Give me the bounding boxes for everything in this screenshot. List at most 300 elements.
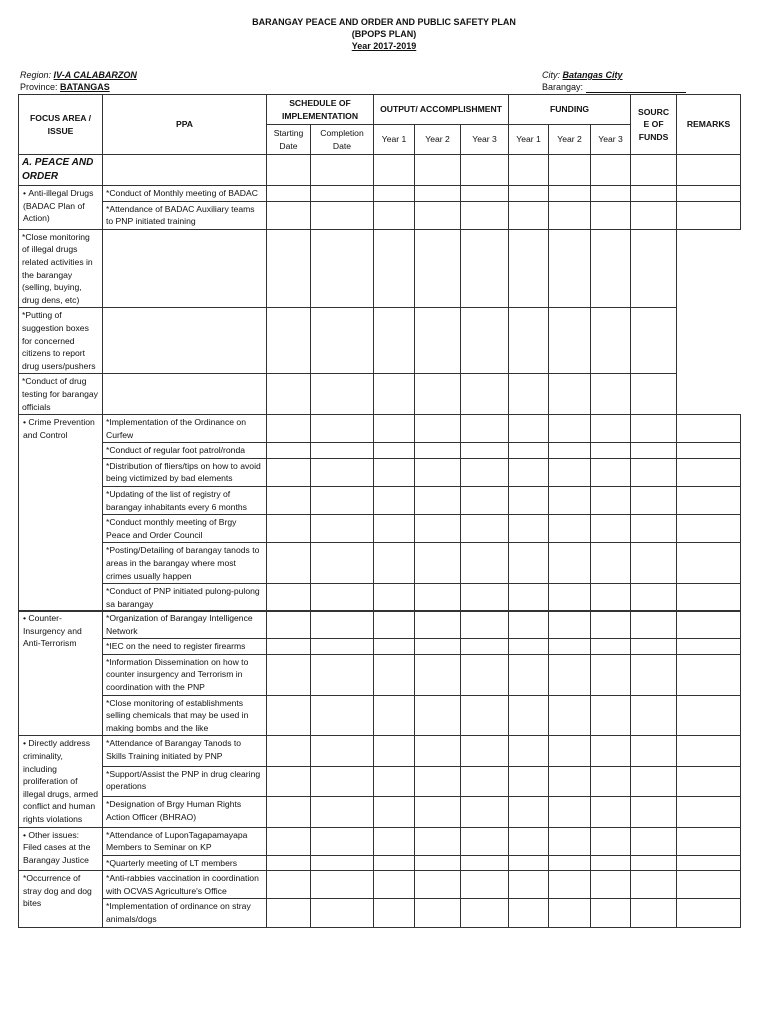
empty-cell xyxy=(267,899,311,927)
empty-cell xyxy=(103,308,267,374)
table-row xyxy=(19,797,741,827)
empty-cell xyxy=(415,871,461,899)
empty-cell xyxy=(374,899,415,927)
province-label: Province: xyxy=(20,82,58,92)
empty-cell xyxy=(461,871,509,899)
ppa-cell: *Conduct of regular foot patrol/ronda xyxy=(103,443,267,459)
empty-cell xyxy=(591,443,631,459)
empty-cell xyxy=(509,736,549,766)
empty-cell xyxy=(461,899,509,927)
empty-cell xyxy=(415,515,461,543)
empty-cell xyxy=(461,855,509,871)
col-schedule: SCHEDULE OF IMPLEMENTATION xyxy=(267,95,374,125)
barangay-label: Barangay: xyxy=(542,82,584,92)
empty-cell xyxy=(591,487,631,515)
empty-cell xyxy=(374,229,415,308)
empty-cell xyxy=(311,229,374,308)
focus-area-cell: • Directly address criminality, including proliferation of illegal drugs, armed conflict and human rights violations xyxy=(19,736,103,827)
empty-cell xyxy=(631,827,677,855)
empty-cell xyxy=(591,766,631,796)
empty-cell xyxy=(549,654,591,695)
empty-cell xyxy=(267,736,311,766)
empty-cell xyxy=(267,458,311,486)
empty-cell xyxy=(311,186,374,202)
empty-cell xyxy=(509,458,549,486)
empty-cell xyxy=(631,639,677,655)
empty-cell xyxy=(374,736,415,766)
empty-cell xyxy=(631,797,677,827)
empty-cell xyxy=(311,308,374,374)
empty-cell xyxy=(267,639,311,655)
empty-cell xyxy=(374,611,415,639)
empty-cell xyxy=(267,827,311,855)
empty-cell xyxy=(549,855,591,871)
empty-cell xyxy=(267,229,311,308)
empty-cell xyxy=(549,515,591,543)
city-label: City: xyxy=(542,70,560,80)
empty-cell xyxy=(374,871,415,899)
empty-cell xyxy=(631,374,677,415)
empty-cell xyxy=(415,611,461,639)
empty-cell xyxy=(549,201,591,229)
empty-cell xyxy=(311,374,374,415)
ppa-cell: *Information Dissemination on how to counter insurgency and Terrorism in coordination with the PNP xyxy=(103,654,267,695)
empty-cell xyxy=(549,611,591,639)
empty-cell xyxy=(509,487,549,515)
empty-cell xyxy=(631,308,677,374)
empty-cell xyxy=(677,827,741,855)
empty-cell xyxy=(631,201,677,229)
empty-cell xyxy=(677,766,741,796)
table-row xyxy=(19,584,741,612)
empty-cell xyxy=(591,515,631,543)
empty-cell xyxy=(631,543,677,584)
table-row xyxy=(19,695,741,736)
empty-cell xyxy=(461,611,509,639)
empty-cell xyxy=(311,871,374,899)
empty-cell xyxy=(311,855,374,871)
empty-cell xyxy=(591,736,631,766)
bpops-table-page-2 xyxy=(18,610,741,928)
empty-cell xyxy=(549,374,591,415)
empty-cell xyxy=(415,695,461,736)
empty-cell xyxy=(415,201,461,229)
col-funding-year-3: Year 3 xyxy=(591,125,631,155)
empty-cell xyxy=(631,584,677,612)
empty-cell xyxy=(461,543,509,584)
empty-cell xyxy=(677,695,741,736)
empty-cell xyxy=(631,654,677,695)
empty-cell xyxy=(311,797,374,827)
empty-cell xyxy=(591,855,631,871)
empty-cell xyxy=(591,543,631,584)
empty-cell xyxy=(267,308,311,374)
region-line xyxy=(20,69,137,81)
empty-cell xyxy=(591,695,631,736)
focus-area-cell: *Occurrence of stray dog and dog bites xyxy=(19,871,103,927)
empty-cell xyxy=(415,186,461,202)
empty-cell xyxy=(415,487,461,515)
empty-cell xyxy=(461,443,509,459)
col-funding-year-2: Year 2 xyxy=(549,125,591,155)
empty-cell xyxy=(631,415,677,443)
bpops-table-page-1 xyxy=(18,94,741,612)
ppa-cell: *Close monitoring of establishments selling chemicals that may be used in making bombs and the like xyxy=(103,695,267,736)
col-output-year-3: Year 3 xyxy=(461,125,509,155)
empty-cell xyxy=(374,487,415,515)
empty-cell xyxy=(549,443,591,459)
empty-cell xyxy=(591,611,631,639)
empty-cell xyxy=(374,415,415,443)
empty-cell xyxy=(311,584,374,612)
empty-cell xyxy=(374,515,415,543)
empty-cell xyxy=(631,871,677,899)
empty-cell xyxy=(374,374,415,415)
empty-cell xyxy=(509,229,549,308)
empty-cell xyxy=(374,308,415,374)
empty-cell xyxy=(267,871,311,899)
col-starting-date: Starting Date xyxy=(267,125,311,155)
col-remarks: REMARKS xyxy=(677,95,741,155)
empty-cell xyxy=(461,695,509,736)
col-funding: FUNDING xyxy=(509,95,631,125)
ppa-cell: *Support/Assist the PNP in drug clearing operations xyxy=(103,766,267,796)
empty-cell xyxy=(374,458,415,486)
empty-cell xyxy=(677,443,741,459)
col-completion-date: Completion Date xyxy=(311,125,374,155)
empty-cell xyxy=(461,186,509,202)
empty-cell xyxy=(677,797,741,827)
empty-cell xyxy=(461,201,509,229)
empty-cell xyxy=(267,487,311,515)
empty-cell xyxy=(677,736,741,766)
focus-area-cell: • Crime Prevention and Control xyxy=(19,415,103,612)
table-row xyxy=(19,736,741,766)
table-row xyxy=(19,639,741,655)
empty-cell xyxy=(461,827,509,855)
ppa-cell: *Attendance of BADAC Auxiliary teams to PNP initiated training xyxy=(103,201,267,229)
empty-cell xyxy=(374,543,415,584)
empty-cell xyxy=(509,639,549,655)
ppa-cell: *Distribution of fliers/tips on how to avoid being victimized by bad elements xyxy=(103,458,267,486)
empty-cell xyxy=(415,855,461,871)
empty-cell xyxy=(267,611,311,639)
empty-cell xyxy=(267,415,311,443)
table-row xyxy=(19,766,741,796)
empty-cell xyxy=(677,487,741,515)
empty-cell xyxy=(509,543,549,584)
province-line xyxy=(20,81,110,93)
city-line xyxy=(542,69,623,81)
empty-cell xyxy=(103,229,267,308)
barangay-blank-field xyxy=(586,83,686,93)
empty-cell xyxy=(311,827,374,855)
empty-cell xyxy=(267,374,311,415)
empty-cell xyxy=(461,736,509,766)
empty-cell xyxy=(509,186,549,202)
empty-cell xyxy=(311,201,374,229)
empty-cell xyxy=(415,443,461,459)
empty-cell xyxy=(374,186,415,202)
table-row xyxy=(19,855,741,871)
empty-cell xyxy=(591,415,631,443)
focus-area-cell: • Counter-Insurgency and Anti-Terrorism xyxy=(19,611,103,736)
empty-cell xyxy=(677,899,741,927)
col-ppa: PPA xyxy=(103,95,267,155)
section-row xyxy=(19,155,741,186)
empty-cell xyxy=(591,584,631,612)
document-year: Year 2017-2019 xyxy=(351,41,417,51)
ppa-cell: *Conduct of PNP initiated pulong-pulong sa barangay xyxy=(103,584,267,612)
empty-cell xyxy=(415,415,461,443)
empty-cell xyxy=(509,871,549,899)
empty-cell xyxy=(415,797,461,827)
ppa-cell: *Conduct of Monthly meeting of BADAC xyxy=(103,186,267,202)
empty-cell xyxy=(509,374,549,415)
table-row xyxy=(19,458,741,486)
ppa-cell: *Designation of Brgy Human Rights Action Officer (BHRAO) xyxy=(103,797,267,827)
empty-cell xyxy=(311,695,374,736)
empty-cell xyxy=(549,458,591,486)
table-row xyxy=(19,654,741,695)
region-label: Region: xyxy=(20,70,52,80)
empty-cell xyxy=(374,639,415,655)
ppa-cell: *Implementation of ordinance on stray animals/dogs xyxy=(103,899,267,927)
section-heading: A. PEACE AND ORDER xyxy=(19,155,103,186)
focus-area-cell: • Anti-illegal Drugs (BADAC Plan of Action) xyxy=(19,186,103,230)
table-row xyxy=(19,201,741,229)
empty-cell xyxy=(509,201,549,229)
col-output: OUTPUT/ ACCOMPLISHMENT xyxy=(374,95,509,125)
empty-cell xyxy=(631,611,677,639)
empty-cell xyxy=(631,229,677,308)
empty-cell xyxy=(509,443,549,459)
empty-cell xyxy=(549,695,591,736)
empty-cell xyxy=(549,639,591,655)
empty-cell xyxy=(374,766,415,796)
empty-cell xyxy=(591,797,631,827)
empty-cell xyxy=(549,827,591,855)
empty-cell xyxy=(415,229,461,308)
empty-cell xyxy=(509,695,549,736)
empty-cell xyxy=(461,639,509,655)
empty-cell xyxy=(677,855,741,871)
empty-cell xyxy=(591,827,631,855)
empty-cell xyxy=(591,186,631,202)
empty-cell xyxy=(311,736,374,766)
empty-cell xyxy=(415,308,461,374)
ppa-cell: *Updating of the list of registry of barangay inhabitants every 6 months xyxy=(103,487,267,515)
empty-cell xyxy=(461,584,509,612)
empty-cell xyxy=(311,443,374,459)
empty-cell xyxy=(631,899,677,927)
empty-cell xyxy=(509,584,549,612)
empty-cell xyxy=(311,458,374,486)
barangay-line xyxy=(542,81,686,93)
empty-cell xyxy=(267,797,311,827)
col-source-of-funds: SOURC E OF FUNDS xyxy=(631,95,677,155)
empty-cell xyxy=(461,766,509,796)
empty-cell xyxy=(549,871,591,899)
ppa-cell: *Implementation of the Ordinance on Curfew xyxy=(103,415,267,443)
region-value: IV-A CALABARZON xyxy=(53,70,137,80)
empty-cell xyxy=(267,855,311,871)
empty-cell xyxy=(267,543,311,584)
empty-cell xyxy=(631,736,677,766)
empty-cell xyxy=(591,654,631,695)
col-focus-area: FOCUS AREA / ISSUE xyxy=(19,95,103,155)
empty-cell xyxy=(677,543,741,584)
ppa-cell: *Close monitoring of illegal drugs related activities in the barangay (selling, buying, drug dens, etc) xyxy=(19,229,103,308)
empty-cell xyxy=(631,443,677,459)
document-subtitle: (BPOPS PLAN) xyxy=(351,29,417,39)
empty-cell xyxy=(103,374,267,415)
table-row xyxy=(19,186,741,202)
empty-cell xyxy=(461,308,509,374)
empty-cell xyxy=(677,611,741,639)
empty-cell xyxy=(374,443,415,459)
empty-cell xyxy=(591,458,631,486)
empty-cell xyxy=(549,584,591,612)
empty-cell xyxy=(677,186,741,202)
empty-cell xyxy=(631,766,677,796)
table-row xyxy=(19,308,741,374)
empty-cell xyxy=(591,639,631,655)
empty-cell xyxy=(509,415,549,443)
empty-cell xyxy=(549,487,591,515)
ppa-cell: *Attendance of LuponTagapamayapa Members to Seminar on KP xyxy=(103,827,267,855)
empty-cell xyxy=(461,374,509,415)
empty-cell xyxy=(631,186,677,202)
empty-cell xyxy=(677,871,741,899)
empty-cell xyxy=(461,654,509,695)
empty-cell xyxy=(374,797,415,827)
empty-cell xyxy=(311,611,374,639)
ppa-cell: *Quarterly meeting of LT members xyxy=(103,855,267,871)
empty-cell xyxy=(311,654,374,695)
ppa-cell: *Attendance of Barangay Tanods to Skills Training initiated by PNP xyxy=(103,736,267,766)
empty-cell xyxy=(631,487,677,515)
empty-cell xyxy=(415,584,461,612)
empty-cell xyxy=(415,899,461,927)
ppa-cell: *Anti-rabbies vaccination in coordination with OCVAS Agriculture's Office xyxy=(103,871,267,899)
empty-cell xyxy=(415,543,461,584)
table-row xyxy=(19,229,741,308)
empty-cell xyxy=(374,855,415,871)
empty-cell xyxy=(415,458,461,486)
table-row xyxy=(19,515,741,543)
empty-cell xyxy=(631,515,677,543)
empty-cell xyxy=(415,654,461,695)
province-value: BATANGAS xyxy=(60,82,110,92)
empty-cell xyxy=(509,611,549,639)
empty-cell xyxy=(415,374,461,415)
empty-cell xyxy=(374,584,415,612)
empty-cell xyxy=(549,766,591,796)
empty-cell xyxy=(509,797,549,827)
ppa-cell: *IEC on the need to register firearms xyxy=(103,639,267,655)
empty-cell xyxy=(591,899,631,927)
empty-cell xyxy=(267,443,311,459)
empty-cell xyxy=(591,308,631,374)
empty-cell xyxy=(267,654,311,695)
empty-cell xyxy=(415,827,461,855)
empty-cell xyxy=(509,515,549,543)
table-row xyxy=(19,487,741,515)
empty-cell xyxy=(461,458,509,486)
empty-cell xyxy=(267,584,311,612)
empty-cell xyxy=(461,797,509,827)
empty-cell xyxy=(311,415,374,443)
empty-cell xyxy=(591,201,631,229)
ppa-cell: *Organization of Barangay Intelligence Network xyxy=(103,611,267,639)
col-output-year-2: Year 2 xyxy=(415,125,461,155)
empty-cell xyxy=(311,639,374,655)
empty-cell xyxy=(461,515,509,543)
empty-cell xyxy=(267,766,311,796)
empty-cell xyxy=(461,229,509,308)
empty-cell xyxy=(267,695,311,736)
empty-cell xyxy=(677,201,741,229)
col-output-year-1: Year 1 xyxy=(374,125,415,155)
empty-cell xyxy=(267,186,311,202)
empty-cell xyxy=(631,695,677,736)
empty-cell xyxy=(591,229,631,308)
empty-cell xyxy=(374,827,415,855)
table-row xyxy=(19,899,741,927)
empty-cell xyxy=(461,415,509,443)
table-row xyxy=(19,543,741,584)
empty-cell xyxy=(415,736,461,766)
ppa-cell: *Conduct of drug testing for barangay officials xyxy=(19,374,103,415)
empty-cell xyxy=(311,899,374,927)
ppa-cell: *Posting/Detailing of barangay tanods to areas in the barangay where most crimes usually happen xyxy=(103,543,267,584)
table-row xyxy=(19,871,741,899)
empty-cell xyxy=(311,487,374,515)
table-row xyxy=(19,443,741,459)
empty-cell xyxy=(374,695,415,736)
empty-cell xyxy=(631,458,677,486)
empty-cell xyxy=(415,639,461,655)
empty-cell xyxy=(267,515,311,543)
empty-cell xyxy=(311,543,374,584)
city-value: Batangas City xyxy=(562,70,623,80)
empty-cell xyxy=(549,899,591,927)
empty-cell xyxy=(549,308,591,374)
empty-cell xyxy=(677,639,741,655)
table-row xyxy=(19,415,741,443)
empty-cell xyxy=(415,766,461,796)
empty-cell xyxy=(509,308,549,374)
document-title: BARANGAY PEACE AND ORDER AND PUBLIC SAFETY PLAN xyxy=(252,17,516,27)
empty-cell xyxy=(509,766,549,796)
empty-cell xyxy=(549,229,591,308)
empty-cell xyxy=(677,515,741,543)
table-row xyxy=(19,827,741,855)
empty-cell xyxy=(509,827,549,855)
empty-cell xyxy=(549,797,591,827)
empty-cell xyxy=(311,515,374,543)
table-row xyxy=(19,611,741,639)
empty-cell xyxy=(591,374,631,415)
empty-cell xyxy=(311,766,374,796)
empty-cell xyxy=(677,415,741,443)
empty-cell xyxy=(374,201,415,229)
empty-cell xyxy=(677,584,741,612)
ppa-cell: *Putting of suggestion boxes for concerned citizens to report drug users/pushers xyxy=(19,308,103,374)
col-funding-year-1: Year 1 xyxy=(509,125,549,155)
focus-area-cell: • Other issues: Filed cases at the Barangay Justice xyxy=(19,827,103,871)
